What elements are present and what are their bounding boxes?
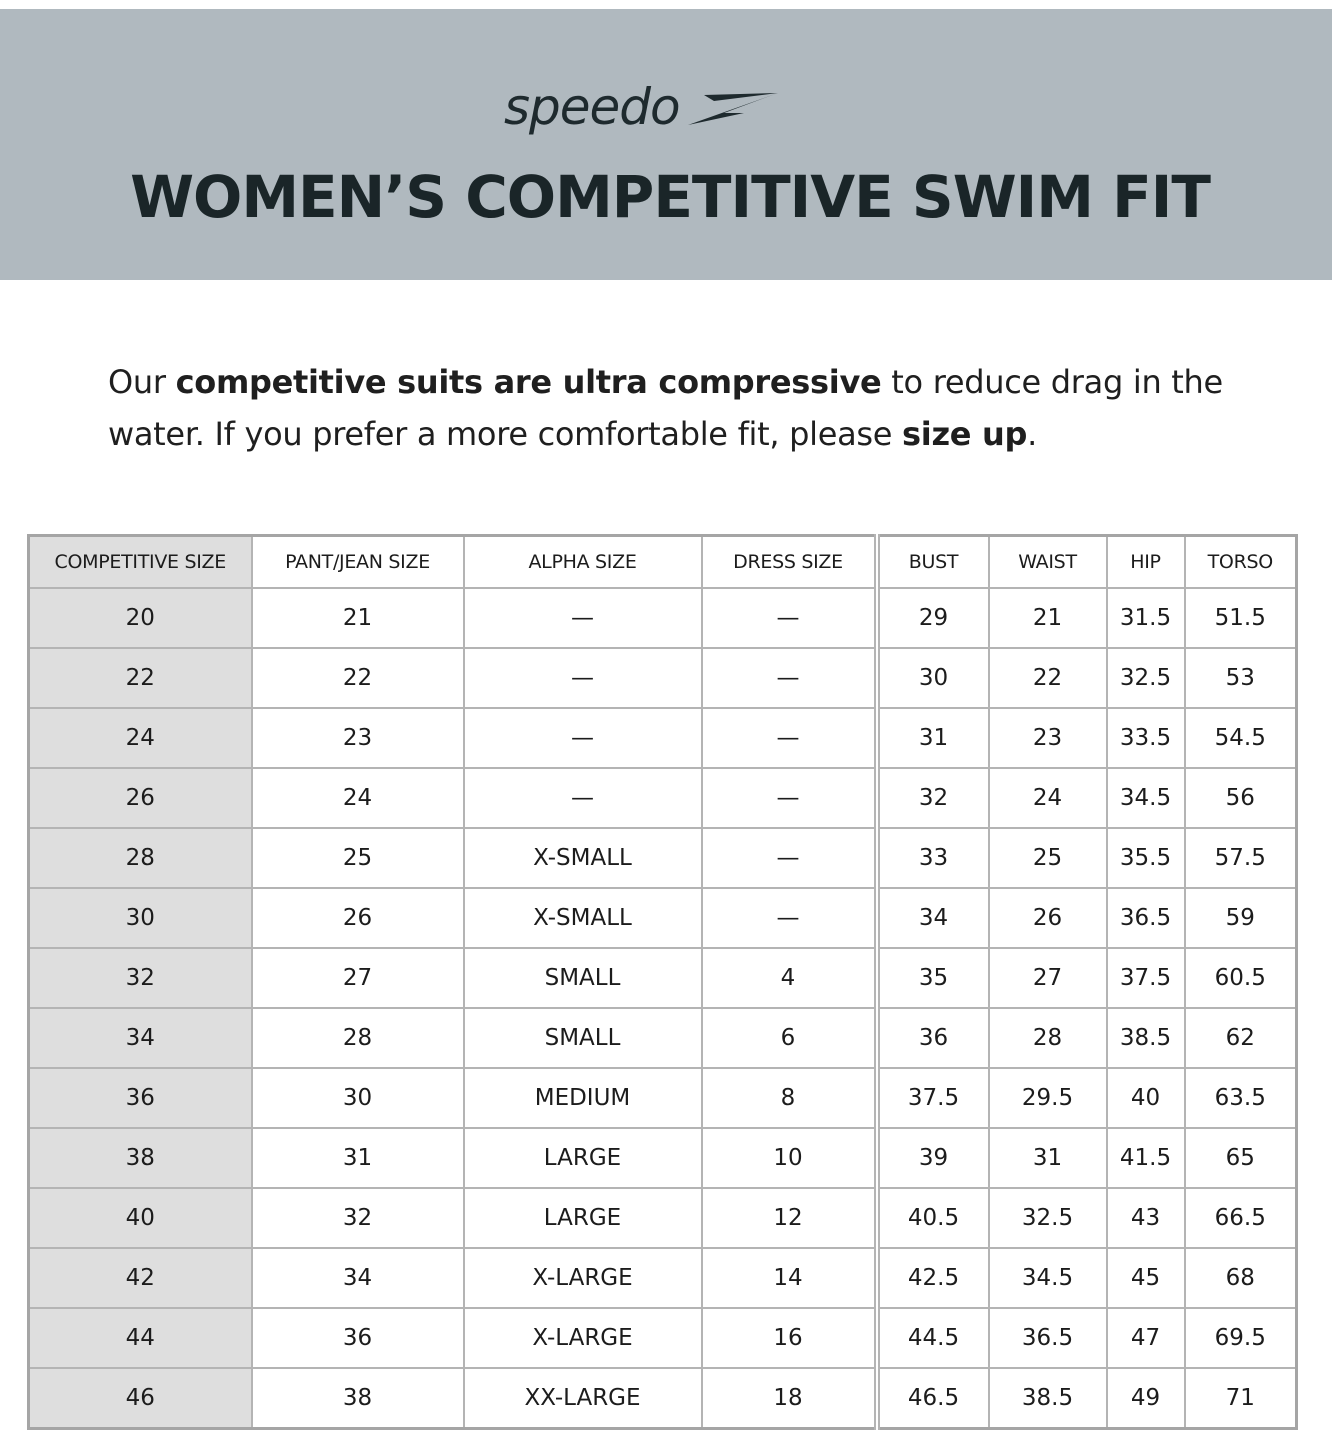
cell-waist: 22 — [989, 648, 1107, 708]
cell-alpha-size: LARGE — [464, 1128, 702, 1188]
cell-competitive-size: 36 — [29, 1068, 252, 1128]
cell-hip: 38.5 — [1107, 1008, 1185, 1068]
table-row — [29, 1368, 1297, 1429]
cell-bust: 35 — [877, 948, 989, 1008]
cell-pant-jean-size: 30 — [252, 1068, 464, 1128]
cell-pant-jean-size: 22 — [252, 648, 464, 708]
cell-pant-jean-size: 28 — [252, 1008, 464, 1068]
cell-waist: 26 — [989, 888, 1107, 948]
cell-bust: 42.5 — [877, 1248, 989, 1308]
cell-torso: 71 — [1185, 1368, 1297, 1429]
header-banner — [0, 9, 1332, 280]
table-row — [29, 1188, 1297, 1248]
cell-bust: 39 — [877, 1128, 989, 1188]
cell-pant-jean-size: 25 — [252, 828, 464, 888]
table-row — [29, 1008, 1297, 1068]
cell-alpha-size: — — [464, 648, 702, 708]
cell-alpha-size: X-SMALL — [464, 828, 702, 888]
column-header-bust: BUST — [877, 536, 989, 589]
cell-alpha-size: SMALL — [464, 948, 702, 1008]
cell-competitive-size: 24 — [29, 708, 252, 768]
cell-pant-jean-size: 23 — [252, 708, 464, 768]
cell-torso: 69.5 — [1185, 1308, 1297, 1368]
table-row — [29, 648, 1297, 708]
cell-pant-jean-size: 32 — [252, 1188, 464, 1248]
size-chart-table — [27, 534, 1298, 1430]
cell-bust: 40.5 — [877, 1188, 989, 1248]
cell-waist: 32.5 — [989, 1188, 1107, 1248]
page-title: WOMEN’S COMPETITIVE SWIM FIT — [130, 163, 1210, 231]
cell-torso: 57.5 — [1185, 828, 1297, 888]
cell-alpha-size: LARGE — [464, 1188, 702, 1248]
cell-hip: 36.5 — [1107, 888, 1185, 948]
cell-bust: 33 — [877, 828, 989, 888]
cell-bust: 29 — [877, 588, 989, 648]
cell-waist: 21 — [989, 588, 1107, 648]
table-row — [29, 1128, 1297, 1188]
cell-pant-jean-size: 24 — [252, 768, 464, 828]
cell-torso: 51.5 — [1185, 588, 1297, 648]
cell-waist: 25 — [989, 828, 1107, 888]
table-row — [29, 828, 1297, 888]
cell-hip: 33.5 — [1107, 708, 1185, 768]
cell-hip: 35.5 — [1107, 828, 1185, 888]
cell-waist: 31 — [989, 1128, 1107, 1188]
cell-alpha-size: SMALL — [464, 1008, 702, 1068]
cell-waist: 23 — [989, 708, 1107, 768]
intro-text — [108, 356, 1248, 460]
cell-competitive-size: 20 — [29, 588, 252, 648]
cell-competitive-size: 44 — [29, 1308, 252, 1368]
table-row — [29, 888, 1297, 948]
column-header-competitive-size: COMPETITIVE SIZE — [29, 536, 252, 589]
cell-competitive-size: 40 — [29, 1188, 252, 1248]
cell-dress-size: — — [702, 768, 877, 828]
cell-alpha-size: XX-LARGE — [464, 1368, 702, 1429]
column-header-hip: HIP — [1107, 536, 1185, 589]
cell-bust: 30 — [877, 648, 989, 708]
cell-alpha-size: — — [464, 708, 702, 768]
table-row — [29, 1068, 1297, 1128]
cell-pant-jean-size: 36 — [252, 1308, 464, 1368]
cell-bust: 32 — [877, 768, 989, 828]
cell-competitive-size: 30 — [29, 888, 252, 948]
cell-torso: 62 — [1185, 1008, 1297, 1068]
cell-hip: 40 — [1107, 1068, 1185, 1128]
cell-torso: 53 — [1185, 648, 1297, 708]
cell-waist: 38.5 — [989, 1368, 1107, 1429]
intro-part-3: . — [1027, 415, 1037, 453]
cell-pant-jean-size: 27 — [252, 948, 464, 1008]
cell-alpha-size: X-LARGE — [464, 1308, 702, 1368]
table-row — [29, 768, 1297, 828]
cell-torso: 56 — [1185, 768, 1297, 828]
cell-torso: 68 — [1185, 1248, 1297, 1308]
column-header-alpha-size: ALPHA SIZE — [464, 536, 702, 589]
table-row — [29, 1308, 1297, 1368]
cell-bust: 36 — [877, 1008, 989, 1068]
cell-waist: 27 — [989, 948, 1107, 1008]
cell-alpha-size: X-LARGE — [464, 1248, 702, 1308]
cell-hip: 37.5 — [1107, 948, 1185, 1008]
table-row — [29, 708, 1297, 768]
cell-bust: 44.5 — [877, 1308, 989, 1368]
cell-torso: 59 — [1185, 888, 1297, 948]
cell-competitive-size: 38 — [29, 1128, 252, 1188]
logo-wordmark: speedo — [504, 78, 680, 136]
cell-dress-size: — — [702, 648, 877, 708]
cell-dress-size: — — [702, 708, 877, 768]
cell-alpha-size: X-SMALL — [464, 888, 702, 948]
cell-dress-size: 12 — [702, 1188, 877, 1248]
table-row — [29, 588, 1297, 648]
boomerang-logo-icon — [684, 89, 780, 129]
cell-dress-size: 10 — [702, 1128, 877, 1188]
cell-hip: 34.5 — [1107, 768, 1185, 828]
cell-waist: 34.5 — [989, 1248, 1107, 1308]
cell-hip: 43 — [1107, 1188, 1185, 1248]
cell-hip: 31.5 — [1107, 588, 1185, 648]
column-header-dress-size: DRESS SIZE — [702, 536, 877, 589]
cell-torso: 54.5 — [1185, 708, 1297, 768]
cell-bust: 37.5 — [877, 1068, 989, 1128]
cell-waist: 29.5 — [989, 1068, 1107, 1128]
cell-pant-jean-size: 38 — [252, 1368, 464, 1429]
cell-pant-jean-size: 21 — [252, 588, 464, 648]
cell-torso: 63.5 — [1185, 1068, 1297, 1128]
table-header-row — [29, 536, 1297, 589]
cell-hip: 49 — [1107, 1368, 1185, 1429]
cell-hip: 41.5 — [1107, 1128, 1185, 1188]
cell-waist: 28 — [989, 1008, 1107, 1068]
table-body — [29, 588, 1297, 1429]
intro-part-2: to reduce drag in the water. If you prefer a more comfortable fit, please — [108, 363, 1223, 453]
cell-pant-jean-size: 31 — [252, 1128, 464, 1188]
intro-bold-1: competitive suits are ultra compressive — [175, 363, 882, 401]
speedo-logo — [504, 75, 780, 139]
cell-dress-size: 6 — [702, 1008, 877, 1068]
intro-part-1: Our — [108, 363, 176, 401]
cell-bust: 34 — [877, 888, 989, 948]
cell-torso: 60.5 — [1185, 948, 1297, 1008]
cell-competitive-size: 32 — [29, 948, 252, 1008]
cell-torso: 66.5 — [1185, 1188, 1297, 1248]
cell-torso: 65 — [1185, 1128, 1297, 1188]
cell-hip: 32.5 — [1107, 648, 1185, 708]
cell-competitive-size: 42 — [29, 1248, 252, 1308]
cell-alpha-size: — — [464, 588, 702, 648]
cell-dress-size: 14 — [702, 1248, 877, 1308]
cell-alpha-size: MEDIUM — [464, 1068, 702, 1128]
column-header-waist: WAIST — [989, 536, 1107, 589]
cell-competitive-size: 28 — [29, 828, 252, 888]
cell-dress-size: — — [702, 888, 877, 948]
column-header-pant-jean-size: PANT/JEAN SIZE — [252, 536, 464, 589]
cell-hip: 45 — [1107, 1248, 1185, 1308]
cell-pant-jean-size: 34 — [252, 1248, 464, 1308]
cell-hip: 47 — [1107, 1308, 1185, 1368]
cell-competitive-size: 26 — [29, 768, 252, 828]
cell-alpha-size: — — [464, 768, 702, 828]
cell-dress-size: 18 — [702, 1368, 877, 1429]
cell-dress-size: 16 — [702, 1308, 877, 1368]
cell-dress-size: — — [702, 588, 877, 648]
cell-waist: 24 — [989, 768, 1107, 828]
cell-dress-size: 8 — [702, 1068, 877, 1128]
cell-competitive-size: 34 — [29, 1008, 252, 1068]
cell-pant-jean-size: 26 — [252, 888, 464, 948]
table-row — [29, 948, 1297, 1008]
intro-bold-2: size up — [902, 415, 1028, 453]
cell-competitive-size: 46 — [29, 1368, 252, 1429]
cell-dress-size: 4 — [702, 948, 877, 1008]
cell-bust: 46.5 — [877, 1368, 989, 1429]
cell-waist: 36.5 — [989, 1308, 1107, 1368]
column-header-torso: TORSO — [1185, 536, 1297, 589]
cell-competitive-size: 22 — [29, 648, 252, 708]
cell-dress-size: — — [702, 828, 877, 888]
cell-bust: 31 — [877, 708, 989, 768]
table-row — [29, 1248, 1297, 1308]
